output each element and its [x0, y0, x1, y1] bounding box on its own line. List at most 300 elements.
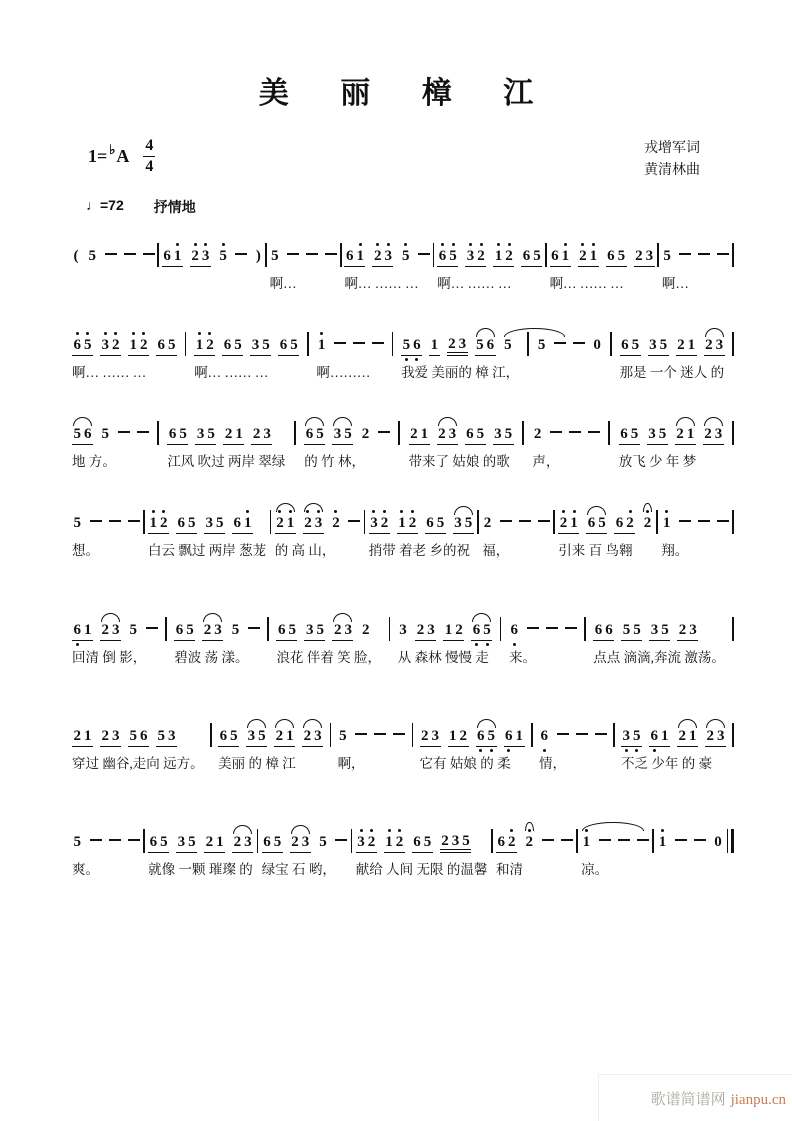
note [250, 337, 271, 356]
note-group [704, 337, 725, 356]
note-digit: 6 [175, 621, 184, 638]
note-digit: 5 [339, 727, 347, 744]
note [176, 515, 197, 534]
note [87, 248, 98, 267]
note [156, 728, 177, 747]
lyric-text: 啊… …… … [437, 275, 512, 291]
octave-dot-above [564, 243, 567, 246]
note-group [536, 337, 547, 356]
note-digit: 1 [493, 248, 504, 264]
note-digit: 2 [333, 621, 342, 638]
octave-dot-above [317, 510, 320, 513]
note-group [372, 334, 384, 356]
note-group [176, 834, 197, 853]
note-group [649, 728, 670, 747]
note-digit: 3 [100, 337, 111, 353]
note-group [524, 834, 535, 853]
note [425, 515, 446, 534]
duration-dash [374, 725, 386, 744]
note-digit: 2 [410, 426, 418, 443]
note-digit: 2 [483, 515, 492, 532]
note-group [647, 426, 668, 445]
note [372, 334, 384, 356]
barline [307, 332, 309, 356]
duration-dash [143, 245, 155, 264]
duration-dash [105, 245, 117, 264]
note-group [679, 245, 691, 267]
duration-dash [561, 831, 573, 850]
octave-dot-above [176, 243, 179, 246]
note-group [532, 426, 543, 445]
lyric-text: 啊… …… … [344, 275, 419, 291]
note-digit: ) [255, 247, 261, 264]
note-digit: 5 [179, 426, 187, 443]
note [218, 248, 229, 267]
octave-dot-above [581, 243, 584, 246]
notes-group [148, 819, 253, 853]
flat-sign: ♭ [109, 142, 116, 158]
duration-dash [527, 619, 539, 638]
note-digit: 3 [214, 621, 222, 638]
note-group [348, 512, 360, 534]
note-group [713, 834, 724, 853]
note-digit: 2 [476, 248, 487, 264]
note-group [448, 728, 469, 747]
note-group [128, 831, 140, 853]
note-digit: 1 [128, 337, 139, 353]
note-group [703, 426, 724, 445]
note-group [496, 834, 517, 853]
duration-dash [90, 512, 102, 531]
note-digit: 3 [344, 621, 352, 638]
note [573, 334, 585, 356]
note-group [109, 512, 121, 534]
note-digit: 3 [465, 248, 476, 264]
barline [613, 723, 615, 747]
duration-dash [90, 831, 102, 850]
note-group [248, 619, 260, 641]
octave-dot-above [573, 510, 576, 513]
note [100, 728, 121, 747]
expression-marking: 抒情地 [153, 198, 196, 215]
measure [496, 819, 573, 878]
note [621, 622, 642, 641]
note [332, 426, 353, 445]
note-digit: 5 [83, 337, 94, 353]
note-group [304, 426, 325, 445]
note [176, 834, 197, 853]
tie-arc [454, 506, 473, 515]
measure [167, 411, 285, 470]
note-group [369, 515, 390, 534]
duration-dash [675, 831, 687, 850]
octave-dot-above [370, 829, 373, 832]
note-group [353, 334, 365, 356]
note-digit: 3 [454, 515, 462, 532]
note [595, 725, 607, 747]
note-digit: 2 [416, 621, 425, 638]
lyric-text: 不乏 少年 的 豪 [620, 755, 713, 771]
note-digit: 2 [159, 515, 170, 531]
note [384, 834, 405, 853]
barline [732, 617, 734, 641]
note-group [557, 725, 569, 747]
notes-group [262, 819, 348, 853]
octave-dot-below [490, 749, 493, 752]
duration-dash [717, 245, 729, 264]
note [372, 248, 393, 267]
note [334, 334, 346, 356]
note-group [118, 423, 130, 445]
note-group [465, 248, 486, 267]
note-digit: 3 [177, 834, 186, 850]
note-digit: 5 [188, 834, 196, 850]
note-digit: 5 [319, 834, 327, 850]
note [420, 728, 441, 747]
note-digit: 2 [73, 727, 81, 744]
duration-dash [500, 512, 512, 531]
measure [437, 233, 542, 292]
note [475, 337, 496, 356]
note [661, 515, 672, 534]
note [90, 512, 102, 534]
note-group [232, 834, 253, 853]
note-digit: 6 [504, 728, 515, 744]
note [246, 728, 267, 747]
note-group [634, 248, 655, 267]
lyricist-credit: 戎增军词 [644, 141, 700, 157]
note-digit: 3 [716, 727, 725, 744]
note-digit: 1 [285, 515, 296, 531]
note-digit: 3 [448, 426, 457, 443]
note-digit: 6 [263, 834, 271, 850]
note-digit: 1 [216, 834, 224, 850]
watermark-site-name: 歌谱简谱网 [650, 1092, 726, 1108]
notes-group [536, 322, 602, 356]
note-digit: 2 [635, 247, 643, 264]
notes-group [482, 500, 550, 534]
octave-dot-above [387, 243, 390, 246]
note [581, 834, 592, 853]
note-group [500, 512, 512, 534]
note-digit: 2 [291, 834, 299, 850]
note-digit: 2 [394, 834, 405, 850]
composer-credit: 黄清林曲 [644, 163, 700, 179]
note [148, 834, 169, 853]
note [232, 515, 253, 534]
note-digit: 5 [617, 247, 626, 264]
barline [652, 829, 654, 853]
measure [662, 233, 730, 292]
note [356, 834, 377, 853]
note [649, 622, 670, 641]
note-digit: 5 [462, 833, 470, 849]
notes-group [72, 607, 158, 641]
note-group [90, 831, 102, 853]
note-group [195, 426, 216, 445]
note [642, 515, 653, 534]
note-group [662, 248, 673, 267]
duration-dash [235, 245, 247, 264]
note-group [318, 834, 329, 853]
notes-group [304, 411, 390, 445]
note-digit: 5 [88, 247, 96, 264]
duration-dash [546, 619, 558, 638]
lyric-text: 情， [539, 755, 566, 771]
measure [72, 819, 140, 878]
note [304, 426, 325, 445]
octave-dot-below [653, 749, 656, 752]
note-digit: 5 [231, 621, 240, 638]
note-digit: 1 [384, 834, 395, 850]
note-digit: 5 [464, 515, 473, 532]
tie-arc [275, 719, 294, 728]
note-group [440, 833, 472, 853]
note-digit: 6 [84, 426, 92, 443]
note [448, 728, 469, 747]
note-group [146, 619, 158, 641]
note-group [569, 423, 581, 445]
note [109, 512, 121, 534]
barline [491, 829, 493, 853]
measure [304, 411, 390, 470]
octave-dot-above [372, 510, 375, 513]
fraction-line [143, 156, 155, 158]
measure [218, 713, 323, 772]
octave-dot-above [508, 243, 511, 246]
note [360, 622, 371, 641]
note-digit: 5 [207, 426, 215, 443]
octave-dot-above [398, 829, 401, 832]
note-digit: 1 [194, 337, 205, 353]
note-digit: 5 [258, 727, 266, 744]
lyric-text: 引来 百 鸟翱 [558, 543, 633, 559]
note-digit: 5 [188, 515, 196, 532]
tie-arc [203, 613, 222, 622]
octave-dot-above [528, 829, 531, 832]
note-group [306, 245, 318, 267]
note-digit: 2 [366, 834, 377, 850]
note-digit: 2 [224, 426, 233, 443]
note-digit: 2 [361, 426, 370, 443]
note-digit: 5 [73, 834, 81, 850]
octave-dot-above [480, 243, 483, 246]
note-group [578, 248, 599, 267]
note-group [302, 728, 323, 747]
notes-group [550, 233, 655, 267]
tie-arc [247, 719, 266, 728]
octave-dot-below [625, 749, 628, 752]
note [542, 831, 554, 853]
note [619, 426, 640, 445]
note-group [393, 725, 405, 747]
note [649, 728, 670, 747]
note-digit: 6 [219, 727, 228, 744]
note-digit: 5 [129, 621, 137, 638]
note-group [661, 515, 672, 534]
octave-dot-above [388, 829, 391, 832]
note [304, 622, 325, 641]
note-digit: 3 [305, 621, 314, 638]
notes-group [539, 713, 607, 747]
notes-group [619, 411, 724, 445]
note [453, 515, 474, 534]
note [204, 515, 225, 534]
note [251, 426, 272, 445]
note [647, 426, 668, 445]
note [331, 515, 342, 534]
notes-group [72, 411, 149, 445]
notes-group [657, 819, 723, 853]
note-group [137, 423, 149, 445]
note-group [606, 248, 627, 267]
duration-dash [355, 725, 367, 744]
note [128, 728, 149, 747]
duration-dash [137, 423, 149, 442]
note-group [493, 248, 514, 267]
note-digit: 6 [497, 834, 505, 850]
note [167, 426, 188, 445]
note-group [194, 337, 215, 356]
note-group [550, 423, 562, 445]
key-signature [88, 138, 155, 175]
barline [732, 421, 734, 445]
note-digit: 1 [420, 426, 429, 443]
note [235, 245, 247, 267]
note [493, 426, 514, 445]
note-group [412, 834, 433, 853]
note-group [409, 426, 430, 445]
measure [72, 713, 204, 772]
note-digit: 3 [451, 833, 460, 849]
note-group [254, 248, 262, 267]
note-digit: 1 [84, 727, 92, 744]
notes-group [437, 233, 542, 267]
duration-dash [550, 423, 562, 442]
note [72, 337, 93, 356]
note-digit: 2 [379, 515, 390, 531]
duration-dash [378, 423, 390, 442]
note [637, 831, 649, 853]
note [194, 337, 215, 356]
note-digit: 6 [177, 515, 186, 532]
notes-group [621, 713, 726, 747]
tie-arc [291, 825, 310, 834]
key-tonic: A [116, 145, 130, 166]
note-group [400, 248, 411, 267]
lyric-text: 江风 吹过 两岸 翠绿 [167, 454, 286, 470]
note-group [420, 728, 441, 747]
note-digit: 3 [244, 834, 252, 850]
note-group [223, 426, 244, 445]
note-digit: 2 [441, 833, 449, 849]
note-digit: 1 [686, 426, 695, 443]
note-group [493, 426, 514, 445]
note-digit: 6 [279, 337, 288, 354]
note-digit: 2 [111, 337, 122, 353]
note-digit: 2 [331, 515, 342, 531]
octave-dot-above [194, 243, 197, 246]
octave-dot-above [510, 829, 513, 832]
note [72, 515, 83, 534]
note-digit: 3 [621, 728, 632, 744]
duration-dash [334, 334, 346, 353]
note [677, 728, 698, 747]
note-group [676, 337, 697, 356]
note [306, 245, 318, 267]
octave-dot-above [360, 829, 363, 832]
tie-arc [678, 719, 697, 728]
note [100, 426, 111, 445]
note [713, 834, 724, 853]
notes-group [409, 411, 514, 445]
note-digit: 2 [190, 248, 201, 264]
note-digit: 5 [290, 337, 298, 354]
duration-dash [335, 831, 347, 850]
lyric-text: 啊… …… … [194, 365, 269, 381]
note-digit: 3 [333, 426, 342, 443]
note-digit: 5 [622, 621, 631, 638]
note-group [128, 337, 149, 356]
duration-dash [128, 512, 140, 531]
note-digit: 2 [303, 515, 314, 531]
note [554, 334, 566, 356]
notes-group [369, 500, 474, 534]
duration-dash [128, 831, 140, 850]
note [705, 728, 726, 747]
note-group [287, 245, 299, 267]
note-digit: 1 [515, 727, 524, 744]
notes-group [509, 607, 577, 641]
measure [401, 322, 519, 381]
tie-arc [333, 417, 352, 426]
notes-group [72, 322, 177, 356]
note [618, 831, 630, 853]
lyric-text: 那是 一个 迷人 的 [619, 365, 725, 381]
note-group [331, 515, 342, 534]
octave-dot-above [152, 510, 155, 513]
lyric-text: 地 方。 [72, 454, 116, 470]
note-digit: 2 [275, 727, 284, 744]
duration-dash [353, 334, 365, 353]
octave-dot-above [246, 510, 249, 513]
note [369, 515, 390, 534]
note [524, 834, 535, 853]
notes-group [593, 607, 725, 641]
duration-dash [124, 245, 136, 264]
note [519, 512, 531, 534]
note-digit: 5 [631, 337, 640, 354]
note-digit: 2 [706, 727, 714, 744]
note-digit: 6 [277, 621, 286, 638]
note-digit: 2 [448, 336, 456, 353]
note-digit: 6 [413, 834, 421, 850]
note-digit: 5 [157, 727, 165, 744]
note-digit: 2 [507, 834, 518, 850]
duration-dash [393, 725, 405, 744]
notes-group [558, 500, 653, 534]
note [558, 515, 579, 534]
note-group [303, 515, 324, 534]
lyric-text: 就像 一颗 璀璨 的 [148, 862, 253, 877]
barline [732, 510, 734, 534]
lyric-text: 绿宝 石 哟， [261, 862, 336, 877]
lyric-text: 啊， [337, 755, 365, 771]
note-group [246, 728, 267, 747]
measure [620, 322, 725, 381]
tie-arc [705, 328, 724, 337]
octave-dot-below [475, 643, 478, 646]
